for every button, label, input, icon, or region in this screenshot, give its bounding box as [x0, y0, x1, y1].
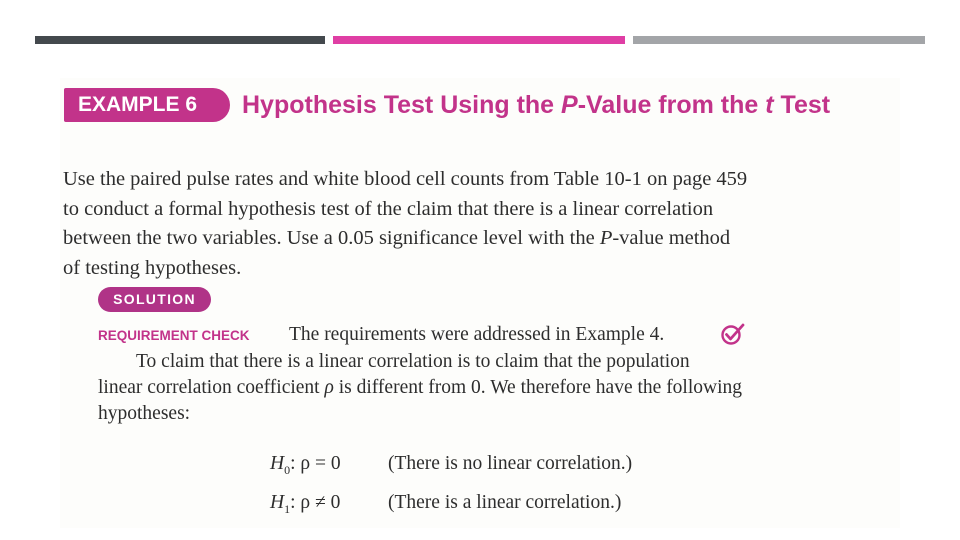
null-hypothesis: $H_0$: ρ = 0 (There is no linear correlation.) — [270, 453, 633, 477]
null-hypothesis-note: (There is no linear correlation.) — [388, 453, 633, 474]
alternative-hypothesis: $H_1$: ρ ≠ 0 (There is a linear correlation.) — [270, 492, 622, 516]
solution-line: hypotheses: — [98, 403, 191, 424]
example-label: EXAMPLE 6 — [64, 88, 230, 122]
check-circle-icon — [720, 322, 746, 351]
header-bar-dark — [35, 36, 325, 44]
solution-badge: SOLUTION — [98, 287, 211, 312]
problem-line: between the two variables. Use a 0.05 significance level with the P-value method — [63, 227, 731, 249]
header-bar-gray — [633, 36, 925, 44]
solution-line: linear correlation coefficient ρ is different from 0. We therefore have the following — [98, 377, 743, 398]
header-bars — [35, 36, 925, 44]
problem-line: Use the paired pulse rates and white blood cell counts from Table 10-1 on page 459 — [63, 168, 748, 190]
alternative-hypothesis-note: (There is a linear correlation.) — [388, 492, 622, 513]
header-bar-pink — [333, 36, 625, 44]
solution-line: To claim that there is a linear correlation is to claim that the population — [136, 351, 690, 372]
example-title: Hypothesis Test Using the P-Value from the t Test — [242, 91, 831, 119]
requirement-check-text: The requirements were addressed in Example 4. — [289, 324, 665, 345]
problem-line: to conduct a formal hypothesis test of the claim that there is a linear correlation — [63, 197, 714, 220]
problem-statement — [63, 165, 883, 283]
requirement-check-label: REQUIREMENT CHECK — [98, 328, 250, 343]
solution-body — [98, 349, 742, 427]
problem-line: of testing hypotheses. — [63, 256, 242, 279]
